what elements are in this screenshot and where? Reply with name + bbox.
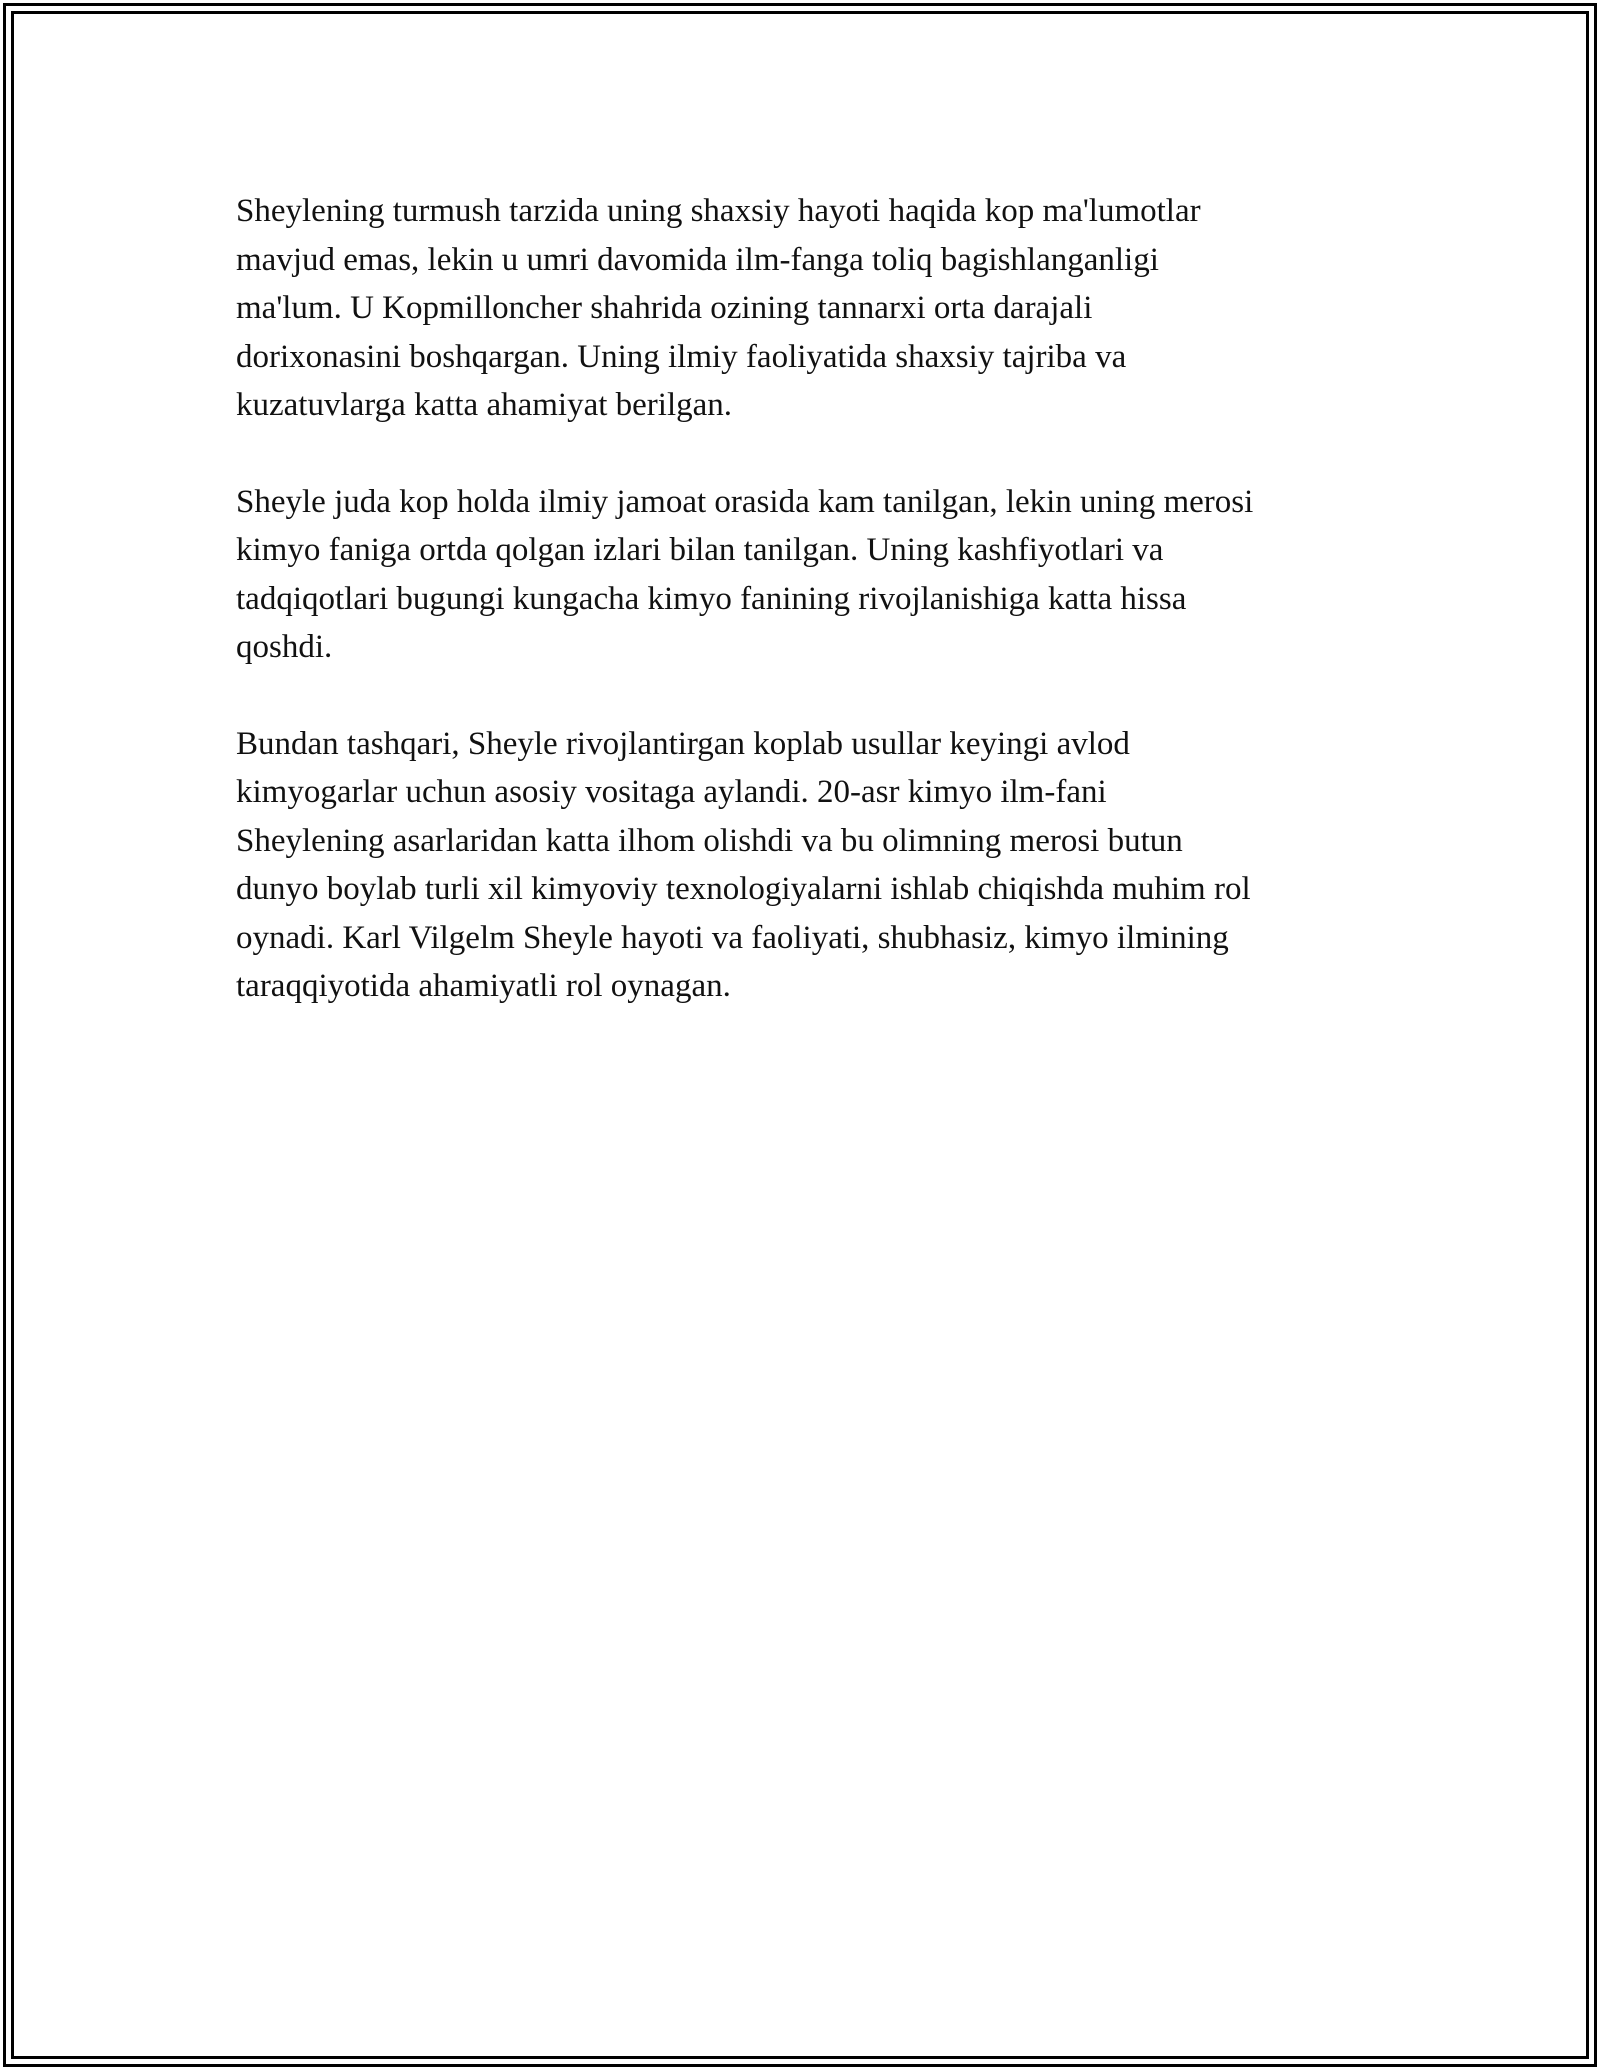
paragraph-1: Sheylening turmush tarzida uning shaxsiy hayoti haqida kop ma'lumotlar mavjud emas, lekin u umri davomida ilm-fanga toliq bagishlanganligi ma'lum. U Kopmilloncher shahrida ozining tannarxi orta darajali dorixonasini boshqargan. Uning ilmiy faoliyatida shaxsiy tajriba va kuzatuvlarga katta ahamiyat berilgan. [236, 193, 1201, 423]
document-body [236, 187, 1416, 1059]
paragraph-2: Sheyle juda kop holda ilmiy jamoat orasida kam tanilgan, lekin uning merosi kimyo faniga ortda qolgan izlari bilan tanilgan. Uning kashfiyotlari va tadqiqotlari bugungi kungacha kimyo fanining rivojlanishiga katta hissa qoshdi. [236, 483, 1254, 665]
paragraph-3: Bundan tashqari, Sheyle rivojlantirgan koplab usullar keyingi avlod kimyogarlar uchun asosiy vositaga aylandi. 20-asr kimyo ilm-fani Sheylening asarlaridan katta ilhom olishdi va bu olimning merosi butun dunyo boylab turli xil kimyoviy texnologiyalarni ishlab chiqishda muhim rol oynadi. Karl Vilgelm Sheyle hayoti va faoliyati, shubhasiz, kimyo ilmining taraqqiyotida ahamiyatli rol oynagan. [236, 725, 1251, 1004]
